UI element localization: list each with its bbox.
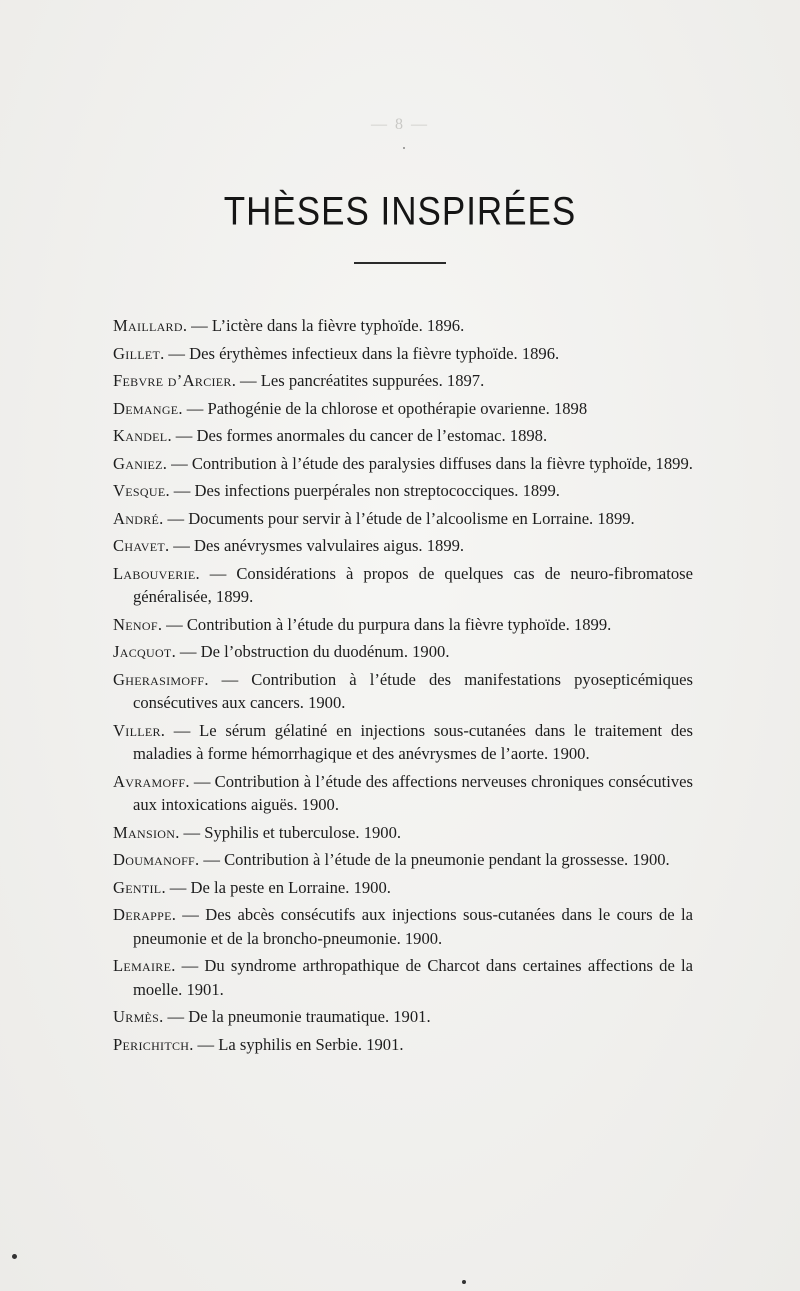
thesis-text: . — Des infections puerpérales non streptococciques. 1899. [165, 481, 560, 500]
list-item [113, 719, 693, 766]
author-name: Gentil [113, 877, 162, 897]
author-name: Nenof [113, 614, 158, 634]
thesis-text: . — Syphilis et tuberculose. 1900. [175, 822, 402, 842]
list-item [113, 534, 693, 558]
list-item [113, 342, 693, 366]
thesis-text: . — Documents pour servir à l’étude de l’alcoolisme en Lorraine. 1899. [159, 508, 635, 528]
list-item [113, 397, 693, 421]
list-item [113, 1033, 693, 1057]
author-name: Urmès [113, 1007, 160, 1026]
thesis-text: . — L’ictère dans la fièvre typhoïde. 1896. [182, 316, 465, 335]
list-item [113, 1005, 693, 1029]
author-name: Ganiez [113, 453, 163, 473]
author-name: Kandel [113, 426, 168, 445]
list-item [113, 954, 693, 1001]
author-name: Maillard [113, 316, 183, 335]
thesis-text: . — Des érythèmes infectieux dans la fièvre typhoïde. 1896. [160, 343, 560, 363]
thesis-text: . — Pathogénie de la chlorose et opothérapie ovarienne. 1898 [178, 398, 588, 418]
page-title: THÈSES INSPIRÉES [223, 189, 577, 234]
author-name: Chavet [113, 536, 165, 555]
thesis-text: . — De la pneumonie traumatique. 1901. [159, 1007, 431, 1026]
author-name: Avramoff [113, 771, 186, 791]
list-item [113, 640, 693, 664]
author-name: André [113, 508, 160, 528]
list-item [113, 314, 693, 338]
author-name: Mansion [113, 822, 176, 842]
page-number: — 8 — [371, 116, 429, 133]
author-name: Labouverie [113, 563, 196, 583]
thesis-text: . — La syphilis en Serbie. 1901. [189, 1034, 404, 1054]
thesis-text: . — Contribution à l’étude des manifestations pyosepticémiques consécutives aux cancers. 1900. [133, 669, 693, 712]
ink-speck [462, 1280, 466, 1284]
list-item [113, 369, 693, 393]
list-item [113, 424, 693, 448]
list-item [113, 848, 693, 872]
author-name: Vesque [113, 481, 166, 500]
author-name: Viller [113, 720, 161, 740]
title-rule [354, 262, 446, 264]
ink-speck [403, 147, 405, 149]
thesis-text: . — De l’obstruction du duodénum. 1900. [171, 642, 450, 661]
author-name: Doumanoff [113, 850, 196, 869]
list-item [113, 562, 693, 609]
thesis-text: . — Le sérum gélatiné en injections sous-cutanées dans le traitement des maladies à forme hémorrhagique et des anévrysmes de l’aorte. 1900. [133, 720, 693, 763]
thesis-text: . — Contribution à l’étude de la pneumonie pendant la grossesse. 1900. [195, 850, 670, 869]
list-item [113, 876, 693, 900]
author-name: Gillet [113, 343, 161, 363]
author-name: Gherasimoff [113, 669, 205, 689]
author-name: Demange [113, 398, 179, 418]
thesis-text: . — Des abcès consécutifs aux injections sous-cutanées dans le cours de la pneumonie et de la broncho-pneumonie. 1900. [133, 905, 693, 948]
author-name: Lemaire [113, 956, 172, 975]
ink-speck [12, 1254, 17, 1259]
author-name: Derappe [113, 905, 172, 924]
list-item [113, 770, 693, 817]
thesis-text: . — Les pancréatites suppurées. 1897. [231, 371, 485, 390]
list-item [113, 613, 693, 637]
thesis-text: . — De la peste en Lorraine. 1900. [161, 877, 391, 897]
thesis-text: . — Des formes anormales du cancer de l’estomac. 1898. [167, 426, 548, 445]
list-item [113, 507, 693, 531]
list-item [113, 821, 693, 845]
author-name: Jacquot [113, 642, 172, 661]
thesis-text: . — Contribution à l’étude des paralysies diffuses dans la fièvre typhoïde, 1899. [162, 453, 693, 473]
thesis-text: . — Des anévrysmes valvulaires aigus. 1899. [164, 536, 465, 555]
author-name: Perichitch [113, 1034, 190, 1054]
list-item [113, 452, 693, 476]
list-item [113, 479, 693, 503]
list-item [113, 903, 693, 950]
list-item [113, 668, 693, 715]
author-name: Febvre d’Arcier [113, 371, 232, 390]
thesis-text: . — Considérations à propos de quelques cas de neuro-fibromatose généralisée, 1899. [133, 563, 693, 606]
thesis-list [113, 314, 693, 1060]
thesis-text: . — Contribution à l’étude des affections nerveuses chroniques consécutives aux intoxications aiguës. 1900. [133, 771, 693, 814]
thesis-text: . — Du syndrome arthropathique de Charcot dans certaines affections de la moelle. 1901. [133, 956, 693, 999]
thesis-text: . — Contribution à l’étude du purpura dans la fièvre typhoïde. 1899. [157, 614, 612, 634]
